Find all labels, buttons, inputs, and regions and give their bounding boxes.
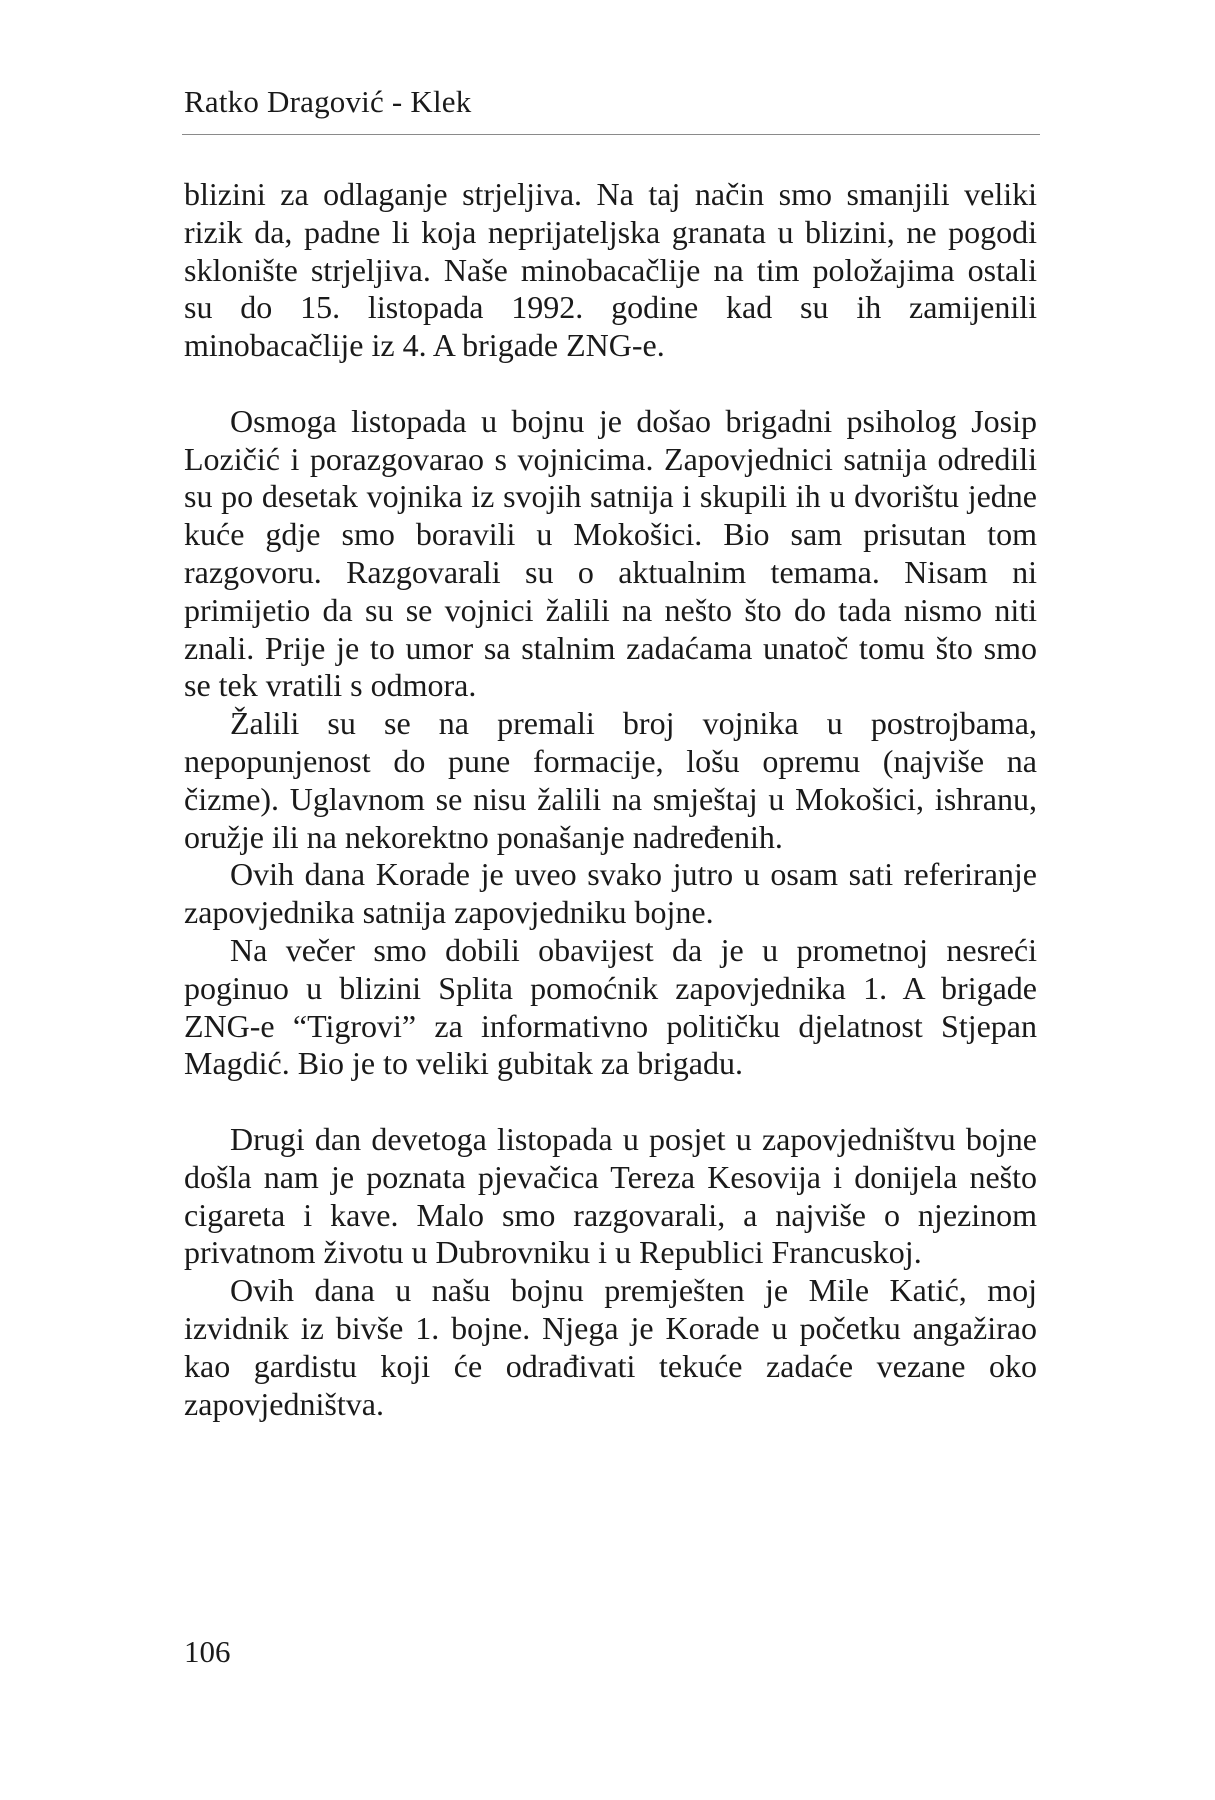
paragraph: Ovih dana u našu bojnu premješten je Mile Katić, moj izvidnik iz bivše 1. bojne. Njega je Korade u početku angažirao kao gardistu koji će odrađivati tekuće zadaće vezane oko zapovjedništva. xyxy=(184,1272,1037,1422)
running-head: Ratko Dragović - Klek xyxy=(184,84,472,119)
body-text xyxy=(184,176,1037,1423)
paragraph: Osmoga listopada u bojnu je došao brigadni psiholog Josip Lozičić i porazgovarao s vojnicima. Zapovjednici satnija odredili su po desetak vojnika iz svojih satnija i skupili ih u dvorištu jedne kuće gdje smo boravili u Mokošici. Bio sam prisutan tom razgovoru. Razgovarali su o aktualnim temama. Nisam ni primijetio da su se vojnici žalili na nešto što do tada nismo niti znali. Prije je to umor sa stalnim zadaćama unatoč tomu što smo se tek vratili s odmora. xyxy=(184,402,1037,704)
paragraph: Na večer smo dobili obavijest da je u prometnoj nesreći poginuo u blizini Splita pomoćnik zapovjednika 1. A brigade ZNG-e “Tigrovi” za informativno političku djelatnost Stjepan Magdić. Bio je to veliki gubitak za brigadu. xyxy=(184,931,1037,1082)
header-rule xyxy=(182,134,1040,135)
page-number: 106 xyxy=(184,1634,231,1669)
paragraph: Ovih dana Korade je uveo svako jutro u osam sati referiranje zapovjednika satnija zapovjedniku bojne. xyxy=(184,856,1037,931)
paragraph: blizini za odlaganje strjeljiva. Na taj način smo smanjili veliki rizik da, padne li koja neprijateljska granata u blizini, ne pogodi sklonište strjeljiva. Naše minobacačlije na tim položajima ostali su do 15. listopada 1992. godine kad su ih zamijenili minobacačlije iz 4. A brigade ZNG-e. xyxy=(184,176,1037,364)
paragraph: Drugi dan devetoga listopada u posjet u zapovjedništvu bojne došla nam je poznata pjevačica Tereza Kesovija i donijela nešto cigareta i kave. Malo smo razgovarali, a najviše o njezinom privatnom životu u Dubrovniku i u Republici Francuskoj. xyxy=(184,1120,1037,1271)
paragraph: Žalili su se na premali broj vojnika u postrojbama, nepopunjenost do pune formacije, lošu opremu (najviše na čizme). Uglavnom se nisu žalili na smještaj u Mokošici, ishranu, oružje ili na nekorektno ponašanje nadređenih. xyxy=(184,705,1037,855)
